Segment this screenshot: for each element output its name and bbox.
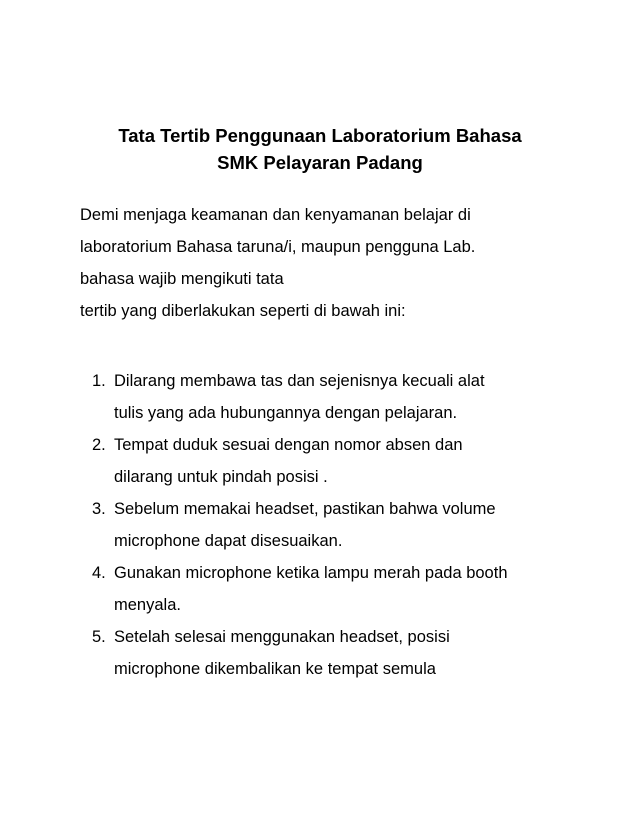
rule-number: 3. bbox=[92, 500, 106, 518]
rule-item bbox=[92, 493, 592, 557]
rule-number: 5. bbox=[92, 628, 106, 646]
rule-text-line: menyala. bbox=[114, 596, 181, 614]
rule-text-line: Sebelum memakai headset, pastikan bahwa volume bbox=[114, 500, 496, 518]
intro-paragraph bbox=[80, 199, 600, 327]
title-line: Tata Tertib Penggunaan Laboratorium Bahasa bbox=[118, 125, 522, 146]
rules-list bbox=[92, 365, 592, 685]
rule-number: 2. bbox=[92, 436, 106, 454]
intro-line: laboratorium Bahasa taruna/i, maupun pengguna Lab. bbox=[80, 238, 476, 256]
rule-text-line: tulis yang ada hubungannya dengan pelajaran. bbox=[114, 404, 458, 422]
document-title bbox=[60, 122, 580, 176]
rule-text-line: Setelah selesai menggunakan headset, posisi bbox=[114, 628, 450, 646]
rule-item bbox=[92, 621, 592, 685]
rule-item bbox=[92, 429, 592, 493]
rule-text-line: dilarang untuk pindah posisi . bbox=[114, 468, 328, 486]
rule-text-line: Tempat duduk sesuai dengan nomor absen dan bbox=[114, 436, 463, 454]
title-line: SMK Pelayaran Padang bbox=[217, 152, 423, 173]
rule-item bbox=[92, 557, 592, 621]
rule-item bbox=[92, 365, 592, 429]
rule-text-line: microphone dapat disesuaikan. bbox=[114, 532, 343, 550]
rule-number: 1. bbox=[92, 372, 106, 390]
rule-number: 4. bbox=[92, 564, 106, 582]
intro-line: tertib yang diberlakukan seperti di bawah ini: bbox=[80, 302, 406, 320]
intro-line: bahasa wajib mengikuti tata bbox=[80, 270, 284, 288]
rule-text-line: Dilarang membawa tas dan sejenisnya kecuali alat bbox=[114, 372, 485, 390]
rule-text-line: Gunakan microphone ketika lampu merah pada booth bbox=[114, 564, 508, 582]
rule-text-line: microphone dikembalikan ke tempat semula bbox=[114, 660, 436, 678]
intro-line: Demi menjaga keamanan dan kenyamanan belajar di bbox=[80, 206, 471, 224]
